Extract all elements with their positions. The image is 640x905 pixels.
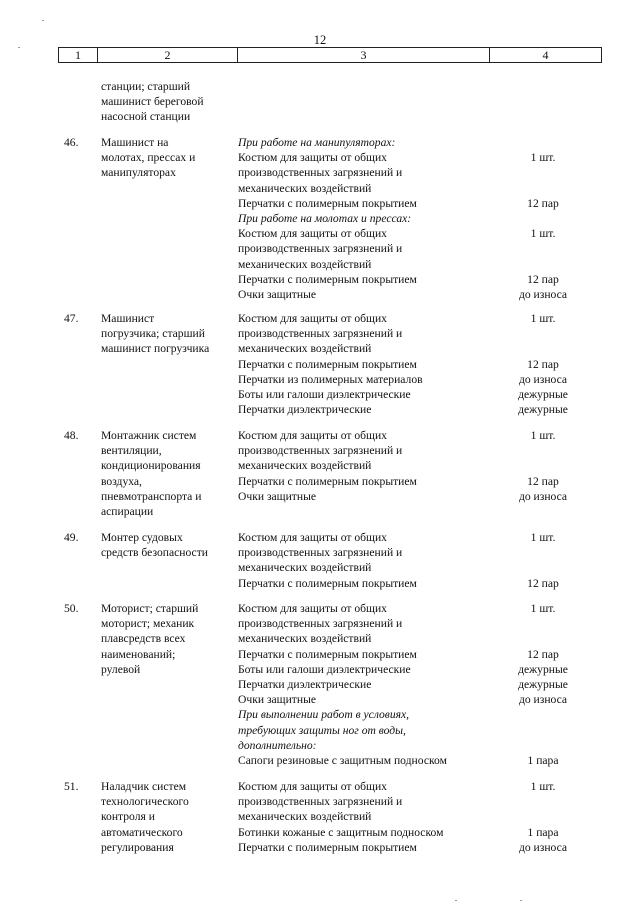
ppe-quantity: 1 шт. bbox=[530, 312, 556, 325]
ppe-item: Сапоги резиновые с защитным подноском bbox=[238, 753, 447, 767]
ppe-quantity bbox=[495, 616, 591, 631]
ppe-item: Костюм для защиты от общих bbox=[238, 151, 387, 165]
ppe-quantities bbox=[495, 601, 591, 768]
ppe-quantity bbox=[495, 257, 591, 272]
ppe-item: производственных загрязнений и bbox=[238, 242, 403, 256]
ppe-quantity: дежурные bbox=[518, 662, 568, 676]
ppe-item: Очки защитные bbox=[238, 693, 317, 707]
ppe-item: Перчатки с полимерным покрытием bbox=[238, 576, 417, 590]
ppe-item: Боты или галоши диэлектрические bbox=[238, 387, 411, 401]
ppe-quantity: 12 пар bbox=[527, 647, 559, 661]
ppe-item: Перчатки с полимерным покрытием bbox=[238, 272, 417, 286]
ppe-item: механических воздействий bbox=[238, 181, 372, 195]
row-number: 48. bbox=[64, 429, 79, 442]
ppe-item: Костюм для защиты от общих bbox=[238, 780, 387, 793]
ppe-quantity bbox=[495, 631, 591, 646]
ppe-item: механических воздействий bbox=[238, 810, 372, 824]
ppe-item: Боты или галоши диэлектрические bbox=[238, 662, 411, 676]
ppe-quantity bbox=[495, 723, 591, 738]
ppe-item: При работе на молотах и прессах: bbox=[238, 211, 412, 225]
row-number: 51. bbox=[64, 780, 79, 793]
ppe-quantity bbox=[495, 738, 591, 753]
ppe-item: производственных загрязнений и bbox=[238, 546, 403, 560]
ppe-item: При работе на манипуляторах: bbox=[238, 136, 396, 149]
profession-name: Наладчик систем технологического контроля и автоматического регулирования bbox=[101, 780, 189, 854]
ppe-item: механических воздействий bbox=[238, 342, 372, 356]
ppe-item: производственных загрязнений и bbox=[238, 444, 403, 458]
ppe-quantity: 1 шт. bbox=[530, 151, 556, 165]
row-number: 50. bbox=[64, 602, 79, 615]
ppe-quantities bbox=[495, 135, 591, 302]
header-col-2: 2 bbox=[164, 48, 171, 62]
ppe-items bbox=[238, 311, 500, 417]
ppe-item: дополнительно: bbox=[238, 738, 317, 752]
ppe-item: Перчатки диэлектрические bbox=[238, 677, 372, 691]
profession-name: Машинист на молотах, прессах и манипуляторах bbox=[101, 136, 196, 180]
ppe-quantity: 1 пара bbox=[527, 825, 559, 839]
ppe-item: Очки защитные bbox=[238, 287, 317, 301]
ppe-quantities bbox=[495, 311, 591, 417]
ppe-item: При выполнении работ в условиях, bbox=[238, 708, 410, 722]
row-number: 47. bbox=[64, 312, 79, 325]
continuation-profession: станции; старший машинист береговой насосной станции bbox=[101, 80, 204, 124]
ppe-quantity bbox=[495, 545, 591, 560]
ppe-quantity bbox=[495, 165, 591, 180]
ppe-quantity: 1 пара bbox=[527, 753, 559, 767]
ppe-quantity: 1 шт. bbox=[530, 429, 556, 442]
ppe-item: механических воздействий bbox=[238, 257, 372, 271]
ppe-item: Перчатки с полимерным покрытием bbox=[238, 357, 417, 371]
profession-name: Монтер судовых средств безопасности bbox=[101, 531, 208, 560]
header-col-1: 1 bbox=[75, 48, 81, 62]
ppe-item: Перчатки из полимерных материалов bbox=[238, 372, 423, 386]
ppe-quantity: 12 пар bbox=[527, 357, 559, 371]
ppe-quantity: до износа bbox=[518, 840, 568, 854]
row-number: 49. bbox=[64, 531, 79, 544]
ppe-quantity bbox=[495, 560, 591, 575]
ppe-item: Костюм для защиты от общих bbox=[238, 531, 387, 544]
ppe-quantity: 1 шт. bbox=[530, 227, 556, 241]
profession-name: Моторист; старший моторист; механик плавсредств всех наименований; рулевой bbox=[101, 602, 199, 676]
ppe-quantity: до износа bbox=[518, 372, 568, 386]
header-col-4: 4 bbox=[542, 48, 549, 62]
ppe-quantity bbox=[495, 326, 591, 341]
ppe-quantity: до износа bbox=[518, 693, 568, 707]
ppe-quantity: до износа bbox=[518, 489, 568, 503]
ppe-item: Перчатки с полимерным покрытием bbox=[238, 474, 417, 488]
ppe-quantity: 12 пар bbox=[527, 196, 559, 210]
ppe-item: Ботинки кожаные с защитным подноском bbox=[238, 825, 444, 839]
ppe-quantity: 12 пар bbox=[527, 272, 559, 286]
ppe-quantity bbox=[495, 241, 591, 256]
ppe-item: Перчатки с полимерным покрытием bbox=[238, 647, 417, 661]
ppe-quantity: дежурные bbox=[518, 387, 568, 401]
ppe-item: производственных загрязнений и bbox=[238, 617, 403, 631]
ppe-quantity: 1 шт. bbox=[530, 602, 556, 615]
ppe-quantity bbox=[495, 211, 591, 226]
page-number: 12 bbox=[313, 33, 327, 47]
ppe-quantities bbox=[495, 530, 591, 591]
ppe-quantities bbox=[495, 779, 591, 855]
ppe-quantity bbox=[495, 341, 591, 356]
ppe-quantities bbox=[495, 428, 591, 504]
ppe-quantity bbox=[495, 181, 591, 196]
ppe-quantity: 12 пар bbox=[527, 474, 559, 488]
ppe-quantity: 1 шт. bbox=[530, 531, 556, 544]
ppe-quantity bbox=[495, 809, 591, 824]
ppe-items bbox=[238, 135, 500, 302]
ppe-items bbox=[238, 601, 500, 768]
profession-name: Машинист погрузчика; старший машинист погрузчика bbox=[101, 312, 210, 356]
ppe-quantity: дежурные bbox=[518, 403, 568, 417]
ppe-item: механических воздействий bbox=[238, 561, 372, 575]
ppe-item: производственных загрязнений и bbox=[238, 795, 403, 809]
ppe-item: производственных загрязнений и bbox=[238, 327, 403, 341]
ppe-item: Перчатки диэлектрические bbox=[238, 403, 372, 417]
ppe-item: Костюм для защиты от общих bbox=[238, 227, 387, 241]
header-col-3: 3 bbox=[360, 48, 367, 62]
ppe-quantity bbox=[495, 707, 591, 722]
ppe-item: Перчатки с полимерным покрытием bbox=[238, 840, 417, 854]
ppe-item: Перчатки с полимерным покрытием bbox=[238, 196, 417, 210]
ppe-quantity: до износа bbox=[518, 287, 568, 301]
ppe-quantity bbox=[495, 443, 591, 458]
ppe-item: Костюм для защиты от общих bbox=[238, 602, 387, 615]
ppe-item: требующих защиты ног от воды, bbox=[238, 723, 406, 737]
ppe-quantity bbox=[495, 135, 591, 150]
ppe-quantity: 12 пар bbox=[527, 576, 559, 590]
ppe-item: Очки защитные bbox=[238, 489, 317, 503]
ppe-item: производственных загрязнений и bbox=[238, 166, 403, 180]
ppe-quantity bbox=[495, 794, 591, 809]
table-header bbox=[58, 47, 602, 63]
ppe-items bbox=[238, 530, 500, 591]
ppe-quantity: 1 шт. bbox=[530, 780, 556, 793]
ppe-items bbox=[238, 428, 500, 504]
ppe-item: механических воздействий bbox=[238, 459, 372, 473]
ppe-item: Костюм для защиты от общих bbox=[238, 312, 387, 325]
profession-name: Монтажник систем вентиляции, кондиционирования воздуха, пневмотранспорта и аспирации bbox=[101, 429, 202, 518]
ppe-items bbox=[238, 779, 500, 855]
row-number: 46. bbox=[64, 136, 79, 149]
ppe-quantity bbox=[495, 458, 591, 473]
ppe-item: Костюм для защиты от общих bbox=[238, 429, 387, 442]
ppe-quantity: дежурные bbox=[518, 677, 568, 691]
ppe-item: механических воздействий bbox=[238, 632, 372, 646]
